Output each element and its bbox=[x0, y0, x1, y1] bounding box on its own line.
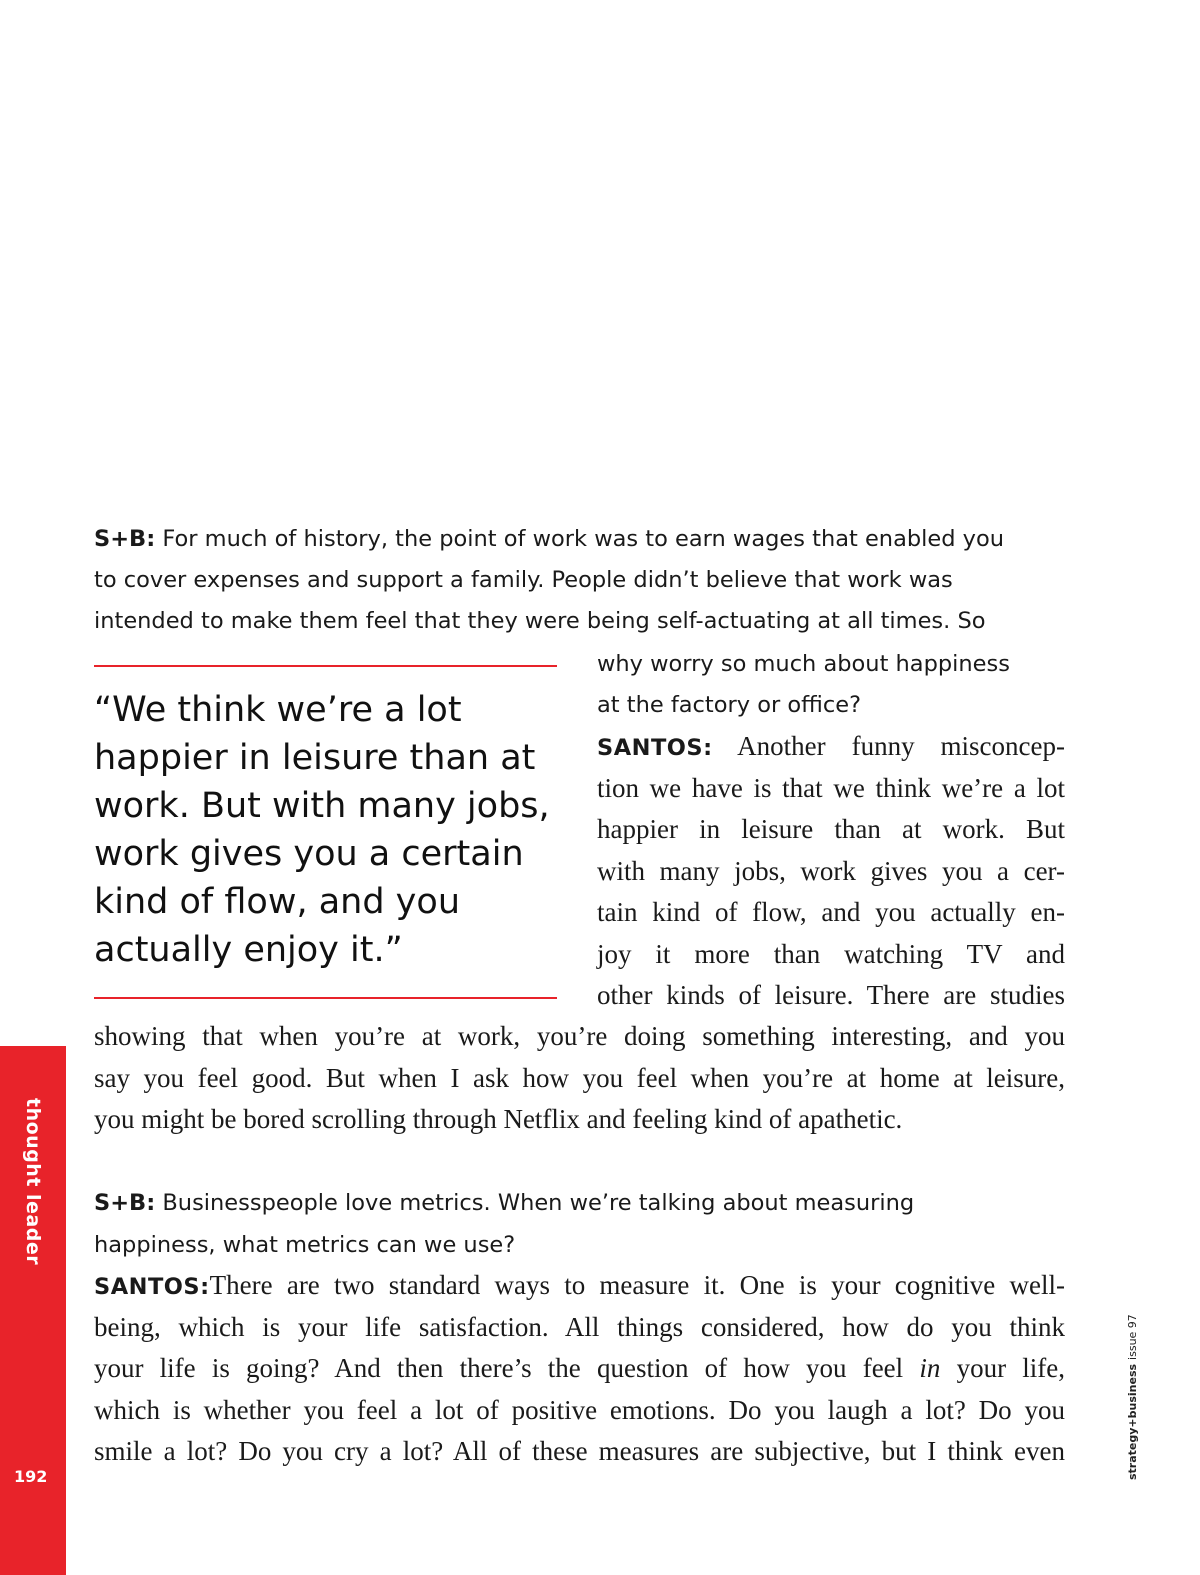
issue-number: issue 97 bbox=[1126, 1314, 1139, 1360]
speaker-label: S+B: bbox=[94, 526, 156, 552]
answer-line: joy it more than watching TV and bbox=[597, 939, 1065, 969]
answer-line: smile a lot? Do you cry a lot? All of these measures are subjective, but I think even bbox=[94, 1436, 1065, 1466]
answer-text: There are two standard ways to measure it. One is your cognitive well- bbox=[209, 1270, 1065, 1300]
pullquote-line: work. But with many jobs, bbox=[94, 786, 550, 826]
answer-line: with many jobs, work gives you a cer- bbox=[597, 856, 1065, 886]
question-line: at the factory or office? bbox=[597, 692, 862, 718]
section-label: thought leader bbox=[22, 1098, 44, 1266]
answer-line: which is whether you feel a lot of positive emotions. Do you laugh a lot? Do you bbox=[94, 1395, 1065, 1425]
pullquote-line: kind of flow, and you bbox=[94, 882, 460, 922]
pullquote-line: “We think we’re a lot bbox=[94, 690, 462, 730]
publication-name: strategy+business bbox=[1126, 1363, 1139, 1480]
running-footer bbox=[1126, 1314, 1139, 1480]
question-line: happiness, what metrics can we use? bbox=[94, 1232, 516, 1258]
answer-line: happier in leisure than at work. But bbox=[597, 814, 1065, 844]
answer-line: say you feel good. But when I ask how you feel when you’re at home at leisure, bbox=[94, 1063, 1065, 1093]
answer-line: being, which is your life satisfaction. All things considered, how do you think bbox=[94, 1312, 1065, 1342]
answer-line bbox=[597, 726, 1065, 770]
answer-text: Another funny misconcep- bbox=[737, 731, 1065, 761]
answer-text: your life is going? And then there’s the question of how you feel bbox=[94, 1353, 904, 1383]
question-text: Businesspeople love metrics. When we’re talking about measuring bbox=[162, 1190, 915, 1216]
pullquote-line: actually enjoy it.” bbox=[94, 930, 403, 970]
answer-line: you might be bored scrolling through Netflix and feeling kind of apathetic. bbox=[94, 1104, 903, 1134]
question-line: why worry so much about happiness bbox=[597, 651, 1010, 677]
pullquote-top-rule bbox=[94, 665, 557, 667]
speaker-label: SANTOS: bbox=[597, 735, 713, 761]
pullquote-line: work gives you a certain bbox=[94, 834, 524, 874]
answer-line: tion we have is that we think we’re a lot bbox=[597, 773, 1065, 803]
emphasis-text: in bbox=[919, 1353, 941, 1383]
question-line bbox=[94, 519, 1004, 560]
answer-line: showing that when you’re at work, you’re doing something interesting, and you bbox=[94, 1021, 1065, 1051]
answer-line: other kinds of leisure. There are studies bbox=[597, 980, 1065, 1010]
page-number: 192 bbox=[14, 1467, 48, 1486]
speaker-label: SANTOS: bbox=[94, 1274, 210, 1300]
question-text: For much of history, the point of work was to earn wages that enabled you bbox=[162, 526, 1005, 552]
answer-line bbox=[94, 1348, 1065, 1390]
answer-line: tain kind of flow, and you actually en- bbox=[597, 897, 1065, 927]
pullquote-line: happier in leisure than at bbox=[94, 738, 536, 778]
speaker-label: S+B: bbox=[94, 1190, 156, 1216]
pull-quote bbox=[94, 686, 564, 974]
question-line: to cover expenses and support a family. People didn’t believe that work was bbox=[94, 567, 953, 593]
pullquote-bottom-rule bbox=[94, 997, 557, 999]
answer-text: your life, bbox=[956, 1353, 1066, 1383]
question-line: intended to make them feel that they were being self-actuating at all times. So bbox=[94, 608, 986, 634]
question-line bbox=[94, 1183, 914, 1224]
answer-line bbox=[94, 1265, 1065, 1309]
